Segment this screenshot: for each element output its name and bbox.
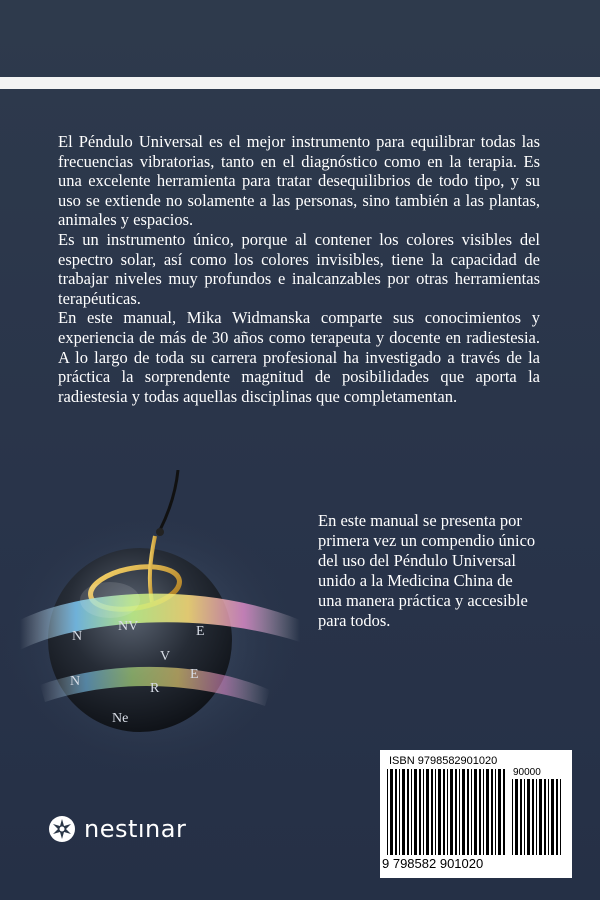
- barcode-bar: [399, 769, 400, 855]
- barcode-bar: [536, 779, 537, 855]
- barcode-bar: [447, 769, 448, 855]
- publisher-logo: [48, 814, 186, 844]
- barcode-bar: [462, 769, 465, 855]
- ean-barcode: [386, 769, 506, 855]
- sphere-symbol: V: [160, 649, 171, 664]
- sphere-symbol: E: [190, 667, 199, 682]
- barcode-bar: [560, 779, 561, 855]
- barcode-bar: [423, 769, 424, 855]
- barcode-bar: [548, 779, 549, 855]
- barcode-bar: [512, 779, 513, 855]
- barcode-bar: [426, 769, 429, 855]
- pendulum-illustration: [0, 470, 320, 780]
- sphere-symbol: N: [72, 629, 83, 644]
- barcode-bar: [474, 769, 477, 855]
- barcode-bar: [411, 769, 412, 855]
- star-emblem-icon: [48, 815, 76, 843]
- top-stripe: [0, 77, 600, 89]
- barcode-bar: [556, 779, 558, 855]
- barcode-bar: [455, 769, 457, 855]
- barcode-bar: [503, 769, 505, 855]
- description-block: [58, 132, 540, 406]
- cord-knot: [156, 528, 164, 536]
- barcode-bar: [407, 769, 409, 855]
- sphere-symbol: Ne: [112, 711, 129, 726]
- barcode-bar: [544, 779, 546, 855]
- barcode-bar: [414, 769, 417, 855]
- barcode-bar: [431, 769, 433, 855]
- barcode-bar: [419, 769, 421, 855]
- barcode-bar: [479, 769, 481, 855]
- barcode-bar: [402, 769, 405, 855]
- barcode-bar: [443, 769, 445, 855]
- barcode-bar: [532, 779, 534, 855]
- barcode-bar: [539, 779, 542, 855]
- barcode-bar: [395, 769, 397, 855]
- barcode-bar: [471, 769, 472, 855]
- description-paragraph-2: Es un instrumento único, porque al contener los colores visibles del espectro solar, así como los colores invisibles, tiene la capacidad de trabajar niveles muy profundos e inalcanzables por otras herramientas terapéuticas.: [58, 229, 540, 308]
- ean-digits: 9 798582 901020: [382, 856, 484, 871]
- sphere-symbol: NV: [118, 619, 139, 634]
- barcode-box: [380, 750, 572, 878]
- barcode-bar: [527, 779, 530, 855]
- barcode-bar: [495, 769, 496, 855]
- price-addon-barcode: [511, 779, 565, 855]
- barcode-bar: [435, 769, 436, 855]
- barcode-bar: [438, 769, 441, 855]
- sphere-symbol: E: [196, 624, 205, 639]
- barcode-bar: [390, 769, 393, 855]
- barcode-bar: [483, 769, 484, 855]
- barcode-bar: [520, 779, 522, 855]
- isbn-label: ISBN 9798582901020: [389, 755, 498, 767]
- description-paragraph-3: En este manual, Mika Widmanska comparte sus conocimientos y experiencia de más de 30 años como terapeuta y docente en radiestesia. A lo largo de toda su carrera profesional ha investigado a través de la práctica la sorprendente magnitud de posibilidades que aporta la radiestesia y todas aquellas disciplinas que completamentan.: [58, 308, 540, 406]
- sphere-highlight: [80, 582, 140, 618]
- barcode-bar: [551, 779, 554, 855]
- barcode-bar: [387, 769, 388, 855]
- barcode-bar: [486, 769, 489, 855]
- barcode-bar: [498, 769, 501, 855]
- barcode-bar: [515, 779, 518, 855]
- barcode-bar: [491, 769, 493, 855]
- price-code: 90000: [513, 767, 541, 778]
- barcode-bar: [467, 769, 469, 855]
- sphere-symbol: R: [150, 681, 160, 696]
- sphere-symbol: N: [70, 674, 81, 689]
- barcode-bar: [450, 769, 453, 855]
- barcode-bar: [459, 769, 460, 855]
- barcode-bar: [524, 779, 525, 855]
- blurb-text: En este manual se presenta por primera vez un compendio único del uso del Péndulo Universal unido a la Medicina China de una manera práctica y accesible para todos.: [318, 511, 536, 630]
- description-paragraph-1: El Péndulo Universal es el mejor instrumento para equilibrar todas las frecuencias vibratorias, tanto en el diagnóstico como en la terapia. Es una excelente herramienta para tratar desequilibrios de todo tipo, y su uso se extiende no solamente a las personas, sino también a las plantas, animales y espacios.: [58, 132, 540, 230]
- publisher-name: nestınar: [84, 815, 187, 843]
